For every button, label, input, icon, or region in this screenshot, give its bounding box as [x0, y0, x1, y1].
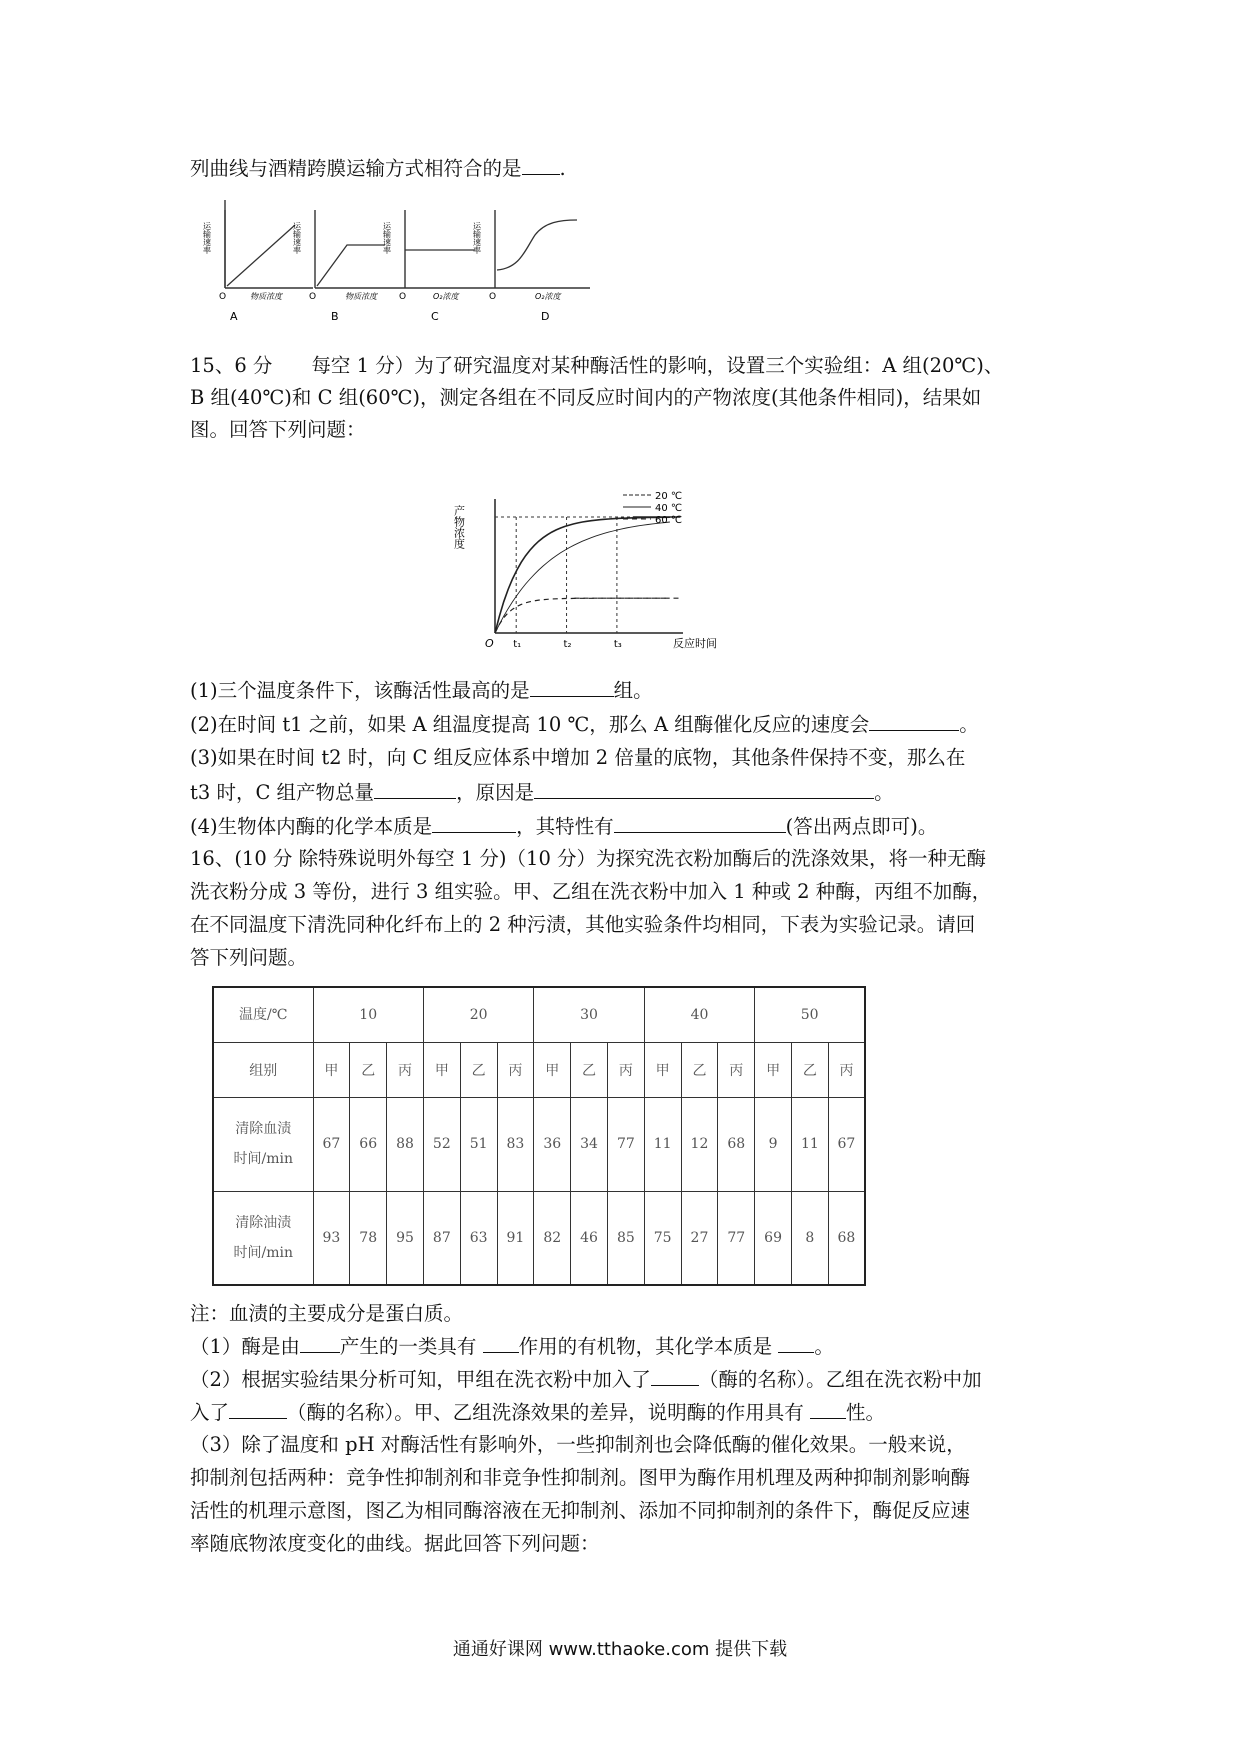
data-cell: 63 [460, 1191, 497, 1285]
data-cell: 51 [460, 1097, 497, 1191]
table-row-groups [213, 1042, 865, 1097]
data-cell: 82 [534, 1191, 571, 1285]
data-cell: 11 [644, 1097, 681, 1191]
chart-origin: O [219, 292, 227, 302]
q16-subq3-line2: 抑制剂包括两种：竞争性抑制剂和非竞争性抑制剂。图甲为酶作用机理及两种抑制剂影响酶 [190, 1466, 971, 1489]
q15-subq1: (1)三个温度条件下，该酶活性最高的是 组。 [190, 679, 653, 702]
chart-option-letter: C [431, 310, 439, 323]
chart-d-curve [497, 220, 577, 270]
group-cell: 乙 [681, 1042, 718, 1097]
data-cell: 36 [534, 1097, 571, 1191]
data-cell: 78 [350, 1191, 387, 1285]
q15-subq3-line1: (3)如果在时间 t2 时，向 C 组反应体系中增加 2 倍量的底物，其他条件保持不变，那么在 [190, 746, 966, 769]
data-cell: 34 [571, 1097, 608, 1191]
chart-ylabel: 运输速率 [202, 222, 212, 254]
temp-cell: 10 [313, 987, 423, 1042]
q16-intro-line2: 洗衣粉分成 3 等份，进行 3 组实验。甲、乙组在洗衣粉中加入 1 种或 2 种酶，丙组不加酶， [190, 880, 992, 903]
data-cell: 11 [791, 1097, 828, 1191]
q16-intro-line3: 在不同温度下清洗同种化纤布上的 2 种污渍，其他实验条件均相同，下表为实验记录。请回 [190, 913, 976, 936]
temp-cell: 20 [423, 987, 533, 1042]
chart-ylabel: 运输速率 [292, 222, 302, 254]
chart-xlabel: 物质浓度 [345, 292, 377, 301]
group-cell: 甲 [423, 1042, 460, 1097]
temp-cell: 30 [534, 987, 644, 1042]
q16-intro-line4: 答下列问题。 [190, 946, 308, 969]
chart-option-letter: D [541, 310, 550, 323]
q15-subq2-blank[interactable] [869, 712, 959, 731]
data-cell: 83 [497, 1097, 534, 1191]
group-cell: 乙 [460, 1042, 497, 1097]
group-cell: 乙 [791, 1042, 828, 1097]
q15-xlabel: 反应时间 [673, 637, 717, 650]
q15-subq3-blank2[interactable] [534, 780, 874, 799]
table-row-oil-stain [213, 1191, 865, 1285]
q15-subq4: (4)生物体内酶的化学本质是 ，其特性有 (答出两点即可)。 [190, 815, 938, 838]
group-cell: 丙 [607, 1042, 644, 1097]
row-header-oil: 清除油渍 时间/min [213, 1191, 313, 1285]
chart-xlabel: O₂浓度 [433, 292, 459, 301]
data-cell: 77 [607, 1097, 644, 1191]
q15-intro-line1: 15、6 分 每空 1 分）为了研究温度对某种酶活性的影响，设置三个实验组：A 组(20℃)、 [190, 354, 1004, 377]
q15-subq4-blank1[interactable] [432, 814, 516, 833]
chart-option-letter: A [230, 310, 238, 323]
group-header: 组别 [213, 1042, 313, 1097]
x-tick-label: t₃ [613, 639, 622, 650]
q16-subq3-line3: 活性的机理示意图，图乙为相同酶溶液在无抑制剂、添加不同抑制剂的条件下，酶促反应速 [190, 1499, 971, 1522]
group-cell: 乙 [350, 1042, 387, 1097]
group-cell: 乙 [571, 1042, 608, 1097]
chart-a-curve [227, 225, 295, 286]
table-row-temperature [213, 987, 865, 1042]
q16-subq3-line4: 率随底物浓度变化的曲线。据此回答下列问题： [190, 1532, 600, 1555]
q15-subq1-blank[interactable] [530, 678, 614, 697]
q15-subq3-blank1[interactable] [374, 780, 456, 799]
data-cell: 66 [350, 1097, 387, 1191]
group-cell: 丙 [718, 1042, 755, 1097]
group-cell: 甲 [755, 1042, 792, 1097]
row-header-blood: 清除血渍 时间/min [213, 1097, 313, 1191]
data-cell: 85 [607, 1191, 644, 1285]
group-cell: 丙 [387, 1042, 424, 1097]
q14-answer-blank[interactable] [522, 156, 560, 175]
q16-subq2-blank1[interactable] [651, 1367, 699, 1386]
experiment-record-table [212, 986, 866, 1286]
q14-question-tail: 列曲线与酒精跨膜运输方式相符合的是 . [190, 157, 566, 180]
q15-intro-line2: B 组(40℃)和 C 组(60℃)，测定各组在不同反应时间内的产物浓度(其他条件相同)，结果如 [190, 386, 982, 409]
data-cell: 9 [755, 1097, 792, 1191]
table-row-blood-stain [213, 1097, 865, 1191]
chart-origin: O [489, 292, 497, 302]
data-cell: 88 [387, 1097, 424, 1191]
temp-cell: 50 [755, 987, 865, 1042]
data-cell: 46 [571, 1191, 608, 1285]
q16-subq1-blank1[interactable] [300, 1334, 340, 1353]
data-cell: 77 [718, 1191, 755, 1285]
data-cell: 67 [313, 1097, 350, 1191]
q14-chart-d [472, 210, 591, 323]
legend-label: 40 ℃ [655, 503, 683, 514]
series-curve-60C [495, 598, 670, 633]
chart-xlabel: O₂浓度 [535, 292, 561, 301]
q15-legend [623, 491, 682, 526]
q15-subq2: (2)在时间 t1 之前，如果 A 组温度提高 10 ℃，那么 A 组酶催化反应的速度会 。 [190, 713, 979, 736]
data-cell: 67 [828, 1097, 865, 1191]
data-cell: 52 [423, 1097, 460, 1191]
group-cell: 甲 [313, 1042, 350, 1097]
q15-subq4-blank2[interactable] [614, 814, 786, 833]
data-cell: 69 [755, 1191, 792, 1285]
q16-subq2-line1: （2）根据实验结果分析可知，甲组在洗衣粉中加入了 （酶的名称）。乙组在洗衣粉中加 [190, 1368, 982, 1391]
group-cell: 甲 [534, 1042, 571, 1097]
q16-subq1: （1）酶是由 产生的一类具有 作用的有机物，其化学本质是 。 [190, 1335, 834, 1358]
legend-label: 20 ℃ [655, 491, 683, 502]
q14-transport-charts [202, 200, 645, 325]
group-cell: 丙 [828, 1042, 865, 1097]
x-tick-label: t₁ [513, 639, 522, 650]
q15-origin: O [485, 637, 494, 650]
data-cell: 8 [791, 1191, 828, 1285]
q16-subq1-blank3[interactable] [778, 1334, 814, 1353]
q15-product-concentration-chart [452, 485, 755, 660]
data-cell: 95 [387, 1191, 424, 1285]
series-curve-20C [495, 522, 670, 633]
chart-ylabel: 运输速率 [382, 222, 392, 254]
chart-b-curve [317, 245, 385, 286]
temp-cell: 40 [644, 987, 754, 1042]
data-cell: 12 [681, 1097, 718, 1191]
chart-option-letter: B [331, 310, 339, 323]
q15-subq3-line2: t3 时，C 组产物总量 ，原因是 。 [190, 781, 894, 804]
q16-subq2-blank3[interactable] [810, 1400, 846, 1419]
chart-ylabel: 运输速率 [472, 222, 482, 254]
group-cell: 丙 [497, 1042, 534, 1097]
group-cell: 甲 [644, 1042, 681, 1097]
page-footer: 通通好课网 www.tthaoke.com 提供下载 [452, 1639, 788, 1660]
data-cell: 68 [828, 1191, 865, 1285]
q16-subq3-line1: （3）除了温度和 pH 对酶活性有影响外，一些抑制剂也会降低酶的催化效果。一般来说， [190, 1433, 966, 1456]
chart-origin: O [399, 292, 407, 302]
data-cell: 91 [497, 1191, 534, 1285]
data-cell: 68 [718, 1097, 755, 1191]
q15-intro-line3: 图。回答下列问题： [190, 418, 366, 441]
q16-subq1-blank2[interactable] [483, 1334, 519, 1353]
data-cell: 87 [423, 1191, 460, 1285]
legend-label: 60 ℃ [655, 515, 683, 526]
series-curve-40C [495, 517, 670, 633]
data-cell: 75 [644, 1191, 681, 1285]
temp-header: 温度/℃ [213, 987, 313, 1042]
data-cell: 93 [313, 1191, 350, 1285]
q16-intro-line1: 16、(10 分 除特殊说明外每空 1 分)（10 分）为探究洗衣粉加酶后的洗涤效果，将一种无酶 [190, 847, 987, 870]
q15-ylabel: 产物浓度 [452, 505, 466, 549]
note-blood-protein: 注：血渍的主要成分是蛋白质。 [190, 1302, 464, 1325]
q16-subq2-blank2[interactable] [229, 1400, 287, 1419]
chart-origin: O [309, 292, 317, 302]
chart-xlabel: 物质浓度 [250, 292, 282, 301]
q16-subq2-line2: 入了 （酶的名称）。甲、乙组洗涤效果的差异，说明酶的作用具有 性。 [190, 1401, 885, 1424]
q14-chart-a [202, 200, 317, 323]
data-cell: 27 [681, 1191, 718, 1285]
x-tick-label: t₂ [563, 639, 572, 650]
